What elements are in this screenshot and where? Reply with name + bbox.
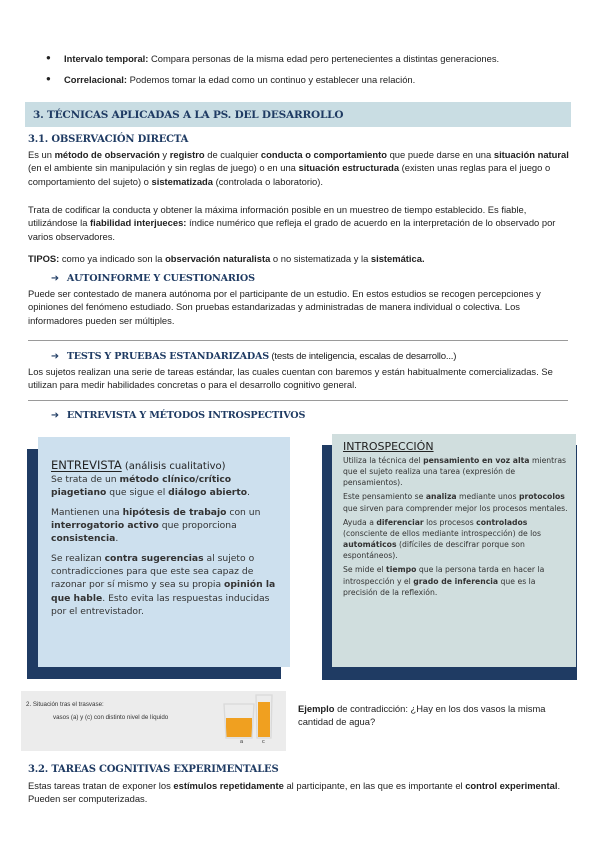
figure-caption-2: vasos (a) y (c) con distinto nivel de líquido: [53, 714, 169, 721]
entrevista-paragraph: Se realizan contra sugerencias al sujeto o contradicciones para que este sea capaz de razonar por sí mismo y sea su propia opinión la que hable. Esto evita las respuestas inducidas por el entrevistador.: [51, 552, 276, 618]
introspeccion-box-body: [343, 455, 571, 601]
arrow-right-icon: ➔: [51, 410, 59, 421]
entrevista-box-body: [51, 473, 283, 624]
glass-c-liquid: [258, 702, 270, 737]
introspeccion-box-title: INTROSPECCIÓN: [343, 440, 434, 453]
section-3-1-title: 3.1. OBSERVACIÓN DIRECTA: [28, 134, 189, 145]
glass-a-icon: [224, 704, 254, 738]
entrevista-box-title: ENTREVISTA (análisis cualitativo): [51, 458, 226, 472]
arrow-right-icon: ➔: [51, 351, 59, 362]
bullet-correlacional: ● Correlacional: Podemos tomar la edad como un continuo y establecer una relación.: [46, 73, 576, 86]
observacion-paragraph-1: Es un método de observación y registro de cualquier conducta o comportamiento que puede darse en una situación natural (en el ambiente sin manipulación y sin reglas de juego) o en una situación estructurada (existen unas reglas para el juego o comportamiento del sujeto) o sistematizada (controlada o laboratorio).: [28, 149, 569, 187]
introspeccion-paragraph: Utiliza la técnica del pensamiento en voz alta mientras que el sujeto realiza una tarea (expresión de pensamientos).: [343, 456, 567, 488]
conservation-figure: [21, 691, 286, 751]
observacion-paragraph-2: Trata de codificar la conducta y obtener la máxima información posible en un muestreo de tiempo establecido. Es fiable, utilizándose la fiabilidad interjueces: índice numérico que refleja el grado de acuerdo en la interpretación de lo observado por varios observadores.: [28, 204, 556, 242]
divider: [28, 400, 568, 401]
introspeccion-paragraph: Este pensamiento se analiza mediante unos protocolos que sirven para comprender mejor los procesos mentales.: [343, 492, 568, 513]
figure-caption-1: 2. Situación tras el trasvase:: [26, 701, 104, 708]
methods-bullet-list: [46, 52, 576, 95]
entrevista-heading: ➔ ENTREVISTA Y MÉTODOS INTROSPECTIVOS: [51, 410, 306, 421]
entrevista-paragraph: Mantienen una hipótesis de trabajo con un interrogatorio activo que proporciona consistencia.: [51, 506, 261, 545]
autoinforme-text: Puede ser contestado de manera autónoma por el participante de un estudio. En estos estudios se recogen percepciones y opiniones del fenómeno estudiado. Son pruebas estandarizadas y administradas de manera individual o colectiva. Los informadores pueden ser múltiples.: [28, 288, 541, 326]
ejemplo-text: Ejemplo de contradicción: ¿Hay en los dos vasos la misma cantidad de agua?: [298, 703, 546, 728]
autoinforme-heading: ➔ AUTOINFORME Y CUESTIONARIOS: [51, 273, 255, 284]
tests-heading: ➔ TESTS Y PRUEBAS ESTANDARIZADAS (tests de inteligencia, escalas de desarrollo...): [51, 351, 457, 362]
tests-text: Los sujetos realizan una serie de tareas estándar, las cuales cuentan con baremos y están habitualmente comercializadas. Se utilizan para medir habilidades concretas o para el desarrollo cognitivo general.: [28, 366, 553, 391]
observacion-tipos: TIPOS: como ya indicado son la observación naturalista o no sistematizada y la sistemática.: [28, 253, 425, 264]
glass-c-icon: [256, 695, 272, 738]
glasses-illustration: [21, 691, 286, 751]
bullet-intervalo-temporal: ● Intervalo temporal: Compara personas de la misma edad pero pertenecientes a distintas generaciones.: [46, 52, 576, 65]
introspeccion-box: [332, 434, 576, 667]
introspeccion-paragraph: Se mide el tiempo que la persona tarda en hacer la introspección y el grado de inferencia que es la precisión de la reflexión.: [343, 565, 545, 597]
section-3-2-title: 3.2. TAREAS COGNITIVAS EXPERIMENTALES: [28, 764, 279, 775]
glass-a-label: a: [240, 739, 244, 745]
introspeccion-paragraph: Ayuda a diferenciar los procesos controlados (consciente de ellos mediante introspección) de los automáticos (difíciles de descifrar porque son espontáneos).: [343, 517, 542, 561]
section-3-title: 3. TÉCNICAS APLICADAS A LA PS. DEL DESARROLLO: [33, 109, 344, 121]
entrevista-box: [38, 437, 290, 667]
divider: [28, 340, 568, 341]
arrow-right-icon: ➔: [51, 273, 59, 284]
tareas-text: Estas tareas tratan de exponer los estímulos repetidamente al participante, en las que es importante el control experimental. Pueden ser computerizadas.: [28, 780, 561, 805]
glass-c-label: c: [262, 739, 265, 745]
glass-a-liquid: [226, 718, 252, 737]
entrevista-paragraph: Se trata de un método clínico/crítico piagetiano que sigue el diálogo abierto.: [51, 474, 250, 499]
